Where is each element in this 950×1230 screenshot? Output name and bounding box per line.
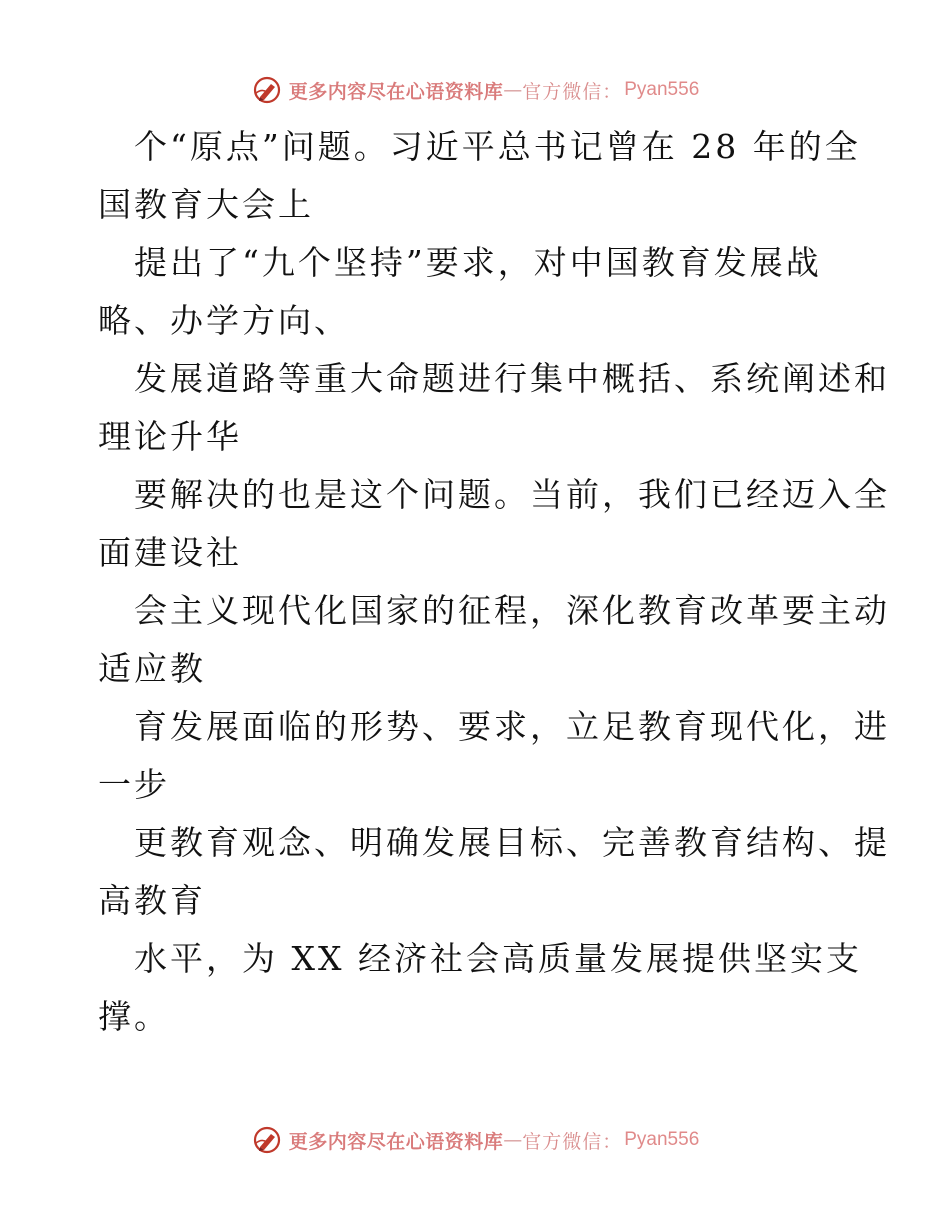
- document-body: [98, 118, 890, 1046]
- pen-logo-icon: [251, 74, 283, 106]
- paragraph-line: 面建设社: [98, 533, 242, 572]
- header-banner: [0, 70, 950, 110]
- paragraph-line: 撑。: [98, 997, 170, 1036]
- paragraph-line: 个“原点”问题。习近平总书记曾在 28 年的全: [134, 127, 861, 166]
- pen-logo-icon: [251, 1124, 283, 1156]
- header-main-text: 更多内容尽在心语资料库: [288, 80, 504, 103]
- header-wechat-id: Pyan556: [624, 79, 700, 100]
- footer-banner: [0, 1120, 950, 1160]
- header-separator: —: [503, 79, 523, 101]
- paragraph-line: 高教育: [98, 881, 206, 920]
- footer-wechat-id: Pyan556: [624, 1129, 700, 1150]
- footer-wechat-label: 官方微信：: [522, 1130, 623, 1153]
- paragraph-line: 适应教: [98, 649, 206, 688]
- paragraph-line: 水平，为 XX 经济社会高质量发展提供坚实支: [134, 939, 862, 978]
- paragraph-line: 理论升华: [98, 417, 242, 456]
- paragraph-line: 略、办学方向、: [98, 301, 350, 340]
- header-wechat-label: 官方微信：: [522, 80, 623, 103]
- paragraph-line: 更教育观念、明确发展目标、完善教育结构、提: [134, 823, 890, 862]
- paragraph-line: 要解决的也是这个问题。当前，我们已经迈入全: [134, 475, 890, 514]
- footer-separator: —: [503, 1129, 523, 1151]
- paragraph-line: 发展道路等重大命题进行集中概括、系统阐述和: [134, 359, 890, 398]
- paragraph-line: 国教育大会上: [98, 185, 314, 224]
- paragraph-line: 育发展面临的形势、要求，立足教育现代化，进: [134, 707, 890, 746]
- footer-main-text: 更多内容尽在心语资料库: [288, 1130, 504, 1153]
- paragraph-line: 提出了“九个坚持”要求，对中国教育发展战: [134, 243, 822, 282]
- paragraph-line: 会主义现代化国家的征程，深化教育改革要主动: [134, 591, 890, 630]
- paragraph-line: 一步: [98, 765, 170, 804]
